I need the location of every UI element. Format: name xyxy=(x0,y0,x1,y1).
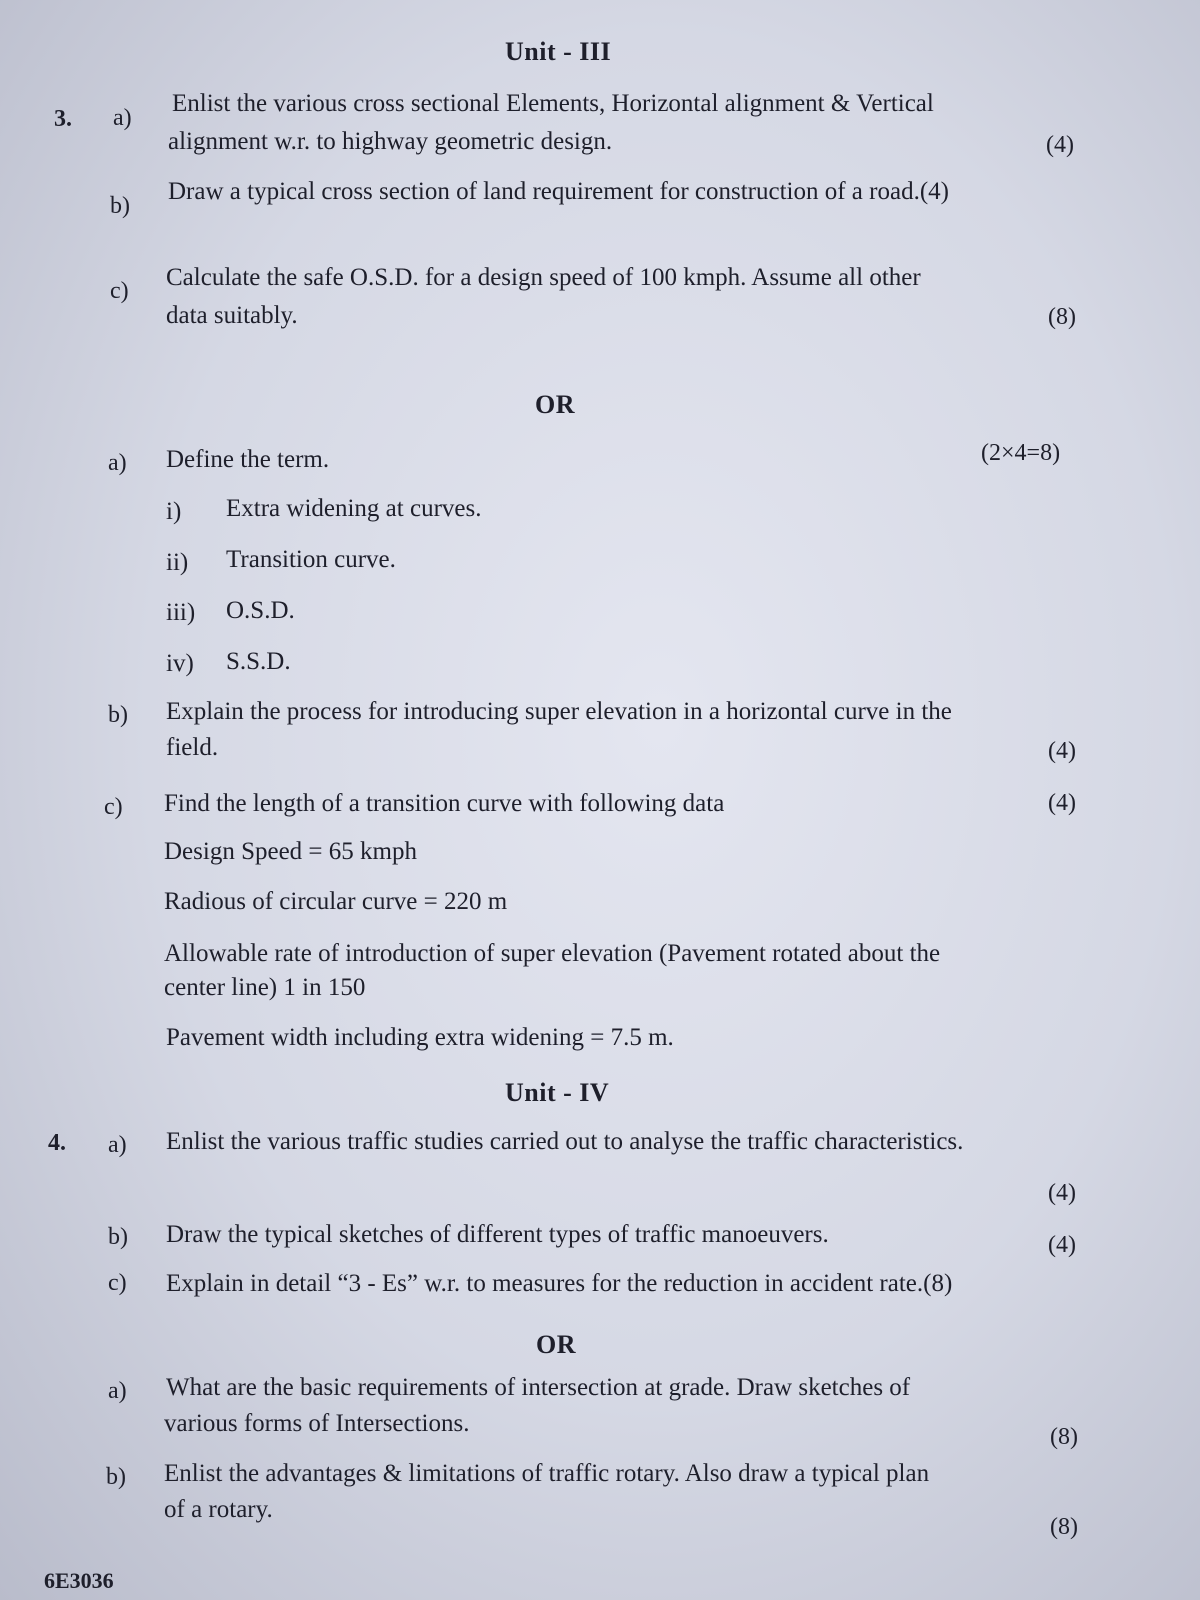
q3c-text-line2: data suitably. xyxy=(166,302,298,329)
q4b-label: b) xyxy=(108,1224,128,1250)
q4b-text: Draw the typical sketches of different types of traffic manoeuvers. xyxy=(166,1221,829,1248)
q3c-label: c) xyxy=(110,278,129,304)
question-3-number: 3. xyxy=(54,106,72,132)
q4-alt-b-text-line1: Enlist the advantages & limitations of traffic rotary. Also draw a typical plan xyxy=(164,1460,930,1487)
q4-alt-a-label: a) xyxy=(108,1378,127,1404)
q3-alt-c-marks: (4) xyxy=(1048,790,1076,816)
q3c-text-line1: Calculate the safe O.S.D. for a design speed of 100 kmph. Assume all other xyxy=(166,264,921,291)
q4c-text: Explain in detail “3 - Es” w.r. to measures for the reduction in accident rate.(8) xyxy=(166,1270,953,1297)
q4-alt-b-marks: (8) xyxy=(1050,1514,1078,1540)
q3-alt-a-item-2-number: ii) xyxy=(166,549,189,576)
q4-alt-a-text-line1: What are the basic requirements of intersection at grade. Draw sketches of xyxy=(166,1374,911,1401)
q3-alt-c-data-rate-line1: Allowable rate of introduction of super elevation (Pavement rotated about the xyxy=(164,940,941,967)
q4c-label: c) xyxy=(108,1270,127,1296)
q3-alt-b-marks: (4) xyxy=(1048,738,1076,764)
q4-alt-b-text-line2: of a rotary. xyxy=(164,1496,273,1523)
q3-alt-a-item-1-number: i) xyxy=(166,498,182,525)
q3b-text: Draw a typical cross section of land requirement for construction of a road.(4) xyxy=(168,178,949,205)
q4-alt-a-marks: (8) xyxy=(1050,1424,1078,1450)
q3-alt-c-text: Find the length of a transition curve with following data xyxy=(164,790,725,817)
q3-alt-c-data-rate-line2: center line) 1 in 150 xyxy=(164,974,366,1001)
q3-alt-a-item-4-number: iv) xyxy=(166,650,194,677)
q3a-text-line1: Enlist the various cross sectional Elements, Horizontal alignment & Vertical xyxy=(172,90,934,117)
q3-alt-a-marks: (2×4=8) xyxy=(981,440,1061,466)
q3-alt-a-item-3-text: O.S.D. xyxy=(226,597,295,624)
q4a-marks: (4) xyxy=(1048,1180,1076,1206)
q4b-marks: (4) xyxy=(1048,1232,1076,1258)
q3a-label: a) xyxy=(113,105,132,131)
unit-3-heading: Unit - III xyxy=(505,37,612,66)
q3-alt-a-item-2-text: Transition curve. xyxy=(226,546,396,573)
q4-alt-a-text-line2: various forms of Intersections. xyxy=(164,1410,470,1437)
q3-alt-a-text: Define the term. xyxy=(166,446,330,473)
q3-alt-a-label: a) xyxy=(108,450,127,476)
or-divider-unit4: OR xyxy=(536,1330,576,1359)
q3a-marks: (4) xyxy=(1046,132,1074,158)
q3-alt-b-text-line2: field. xyxy=(166,734,219,761)
q3-alt-a-item-1-text: Extra widening at curves. xyxy=(226,495,482,522)
q3-alt-a-item-4-text: S.S.D. xyxy=(226,648,291,675)
q3-alt-b-text-line1: Explain the process for introducing super elevation in a horizontal curve in the xyxy=(166,698,952,725)
q3-alt-c-data-pavement-width: Pavement width including extra widening = 7.5 m. xyxy=(166,1024,674,1051)
q3c-marks: (8) xyxy=(1048,304,1076,330)
q3a-text-line2: alignment w.r. to highway geometric design. xyxy=(168,128,613,155)
q4a-text: Enlist the various traffic studies carried out to analyse the traffic characteristics. xyxy=(166,1128,964,1155)
q3-alt-a-item-3-number: iii) xyxy=(166,599,196,626)
q3-alt-c-label: c) xyxy=(104,794,123,820)
q3-alt-c-data-radius: Radious of circular curve = 220 m xyxy=(164,888,508,915)
q4a-label: a) xyxy=(108,1132,127,1158)
q4-alt-b-label: b) xyxy=(106,1464,126,1490)
question-4-number: 4. xyxy=(48,1130,66,1156)
unit-4-heading: Unit - IV xyxy=(505,1078,610,1107)
q3-alt-b-label: b) xyxy=(108,702,128,728)
q3-alt-c-data-design-speed: Design Speed = 65 kmph xyxy=(164,838,417,865)
paper-code: 6E3036 xyxy=(44,1568,114,1593)
or-divider: OR xyxy=(535,390,575,419)
q3b-label: b) xyxy=(110,193,130,219)
